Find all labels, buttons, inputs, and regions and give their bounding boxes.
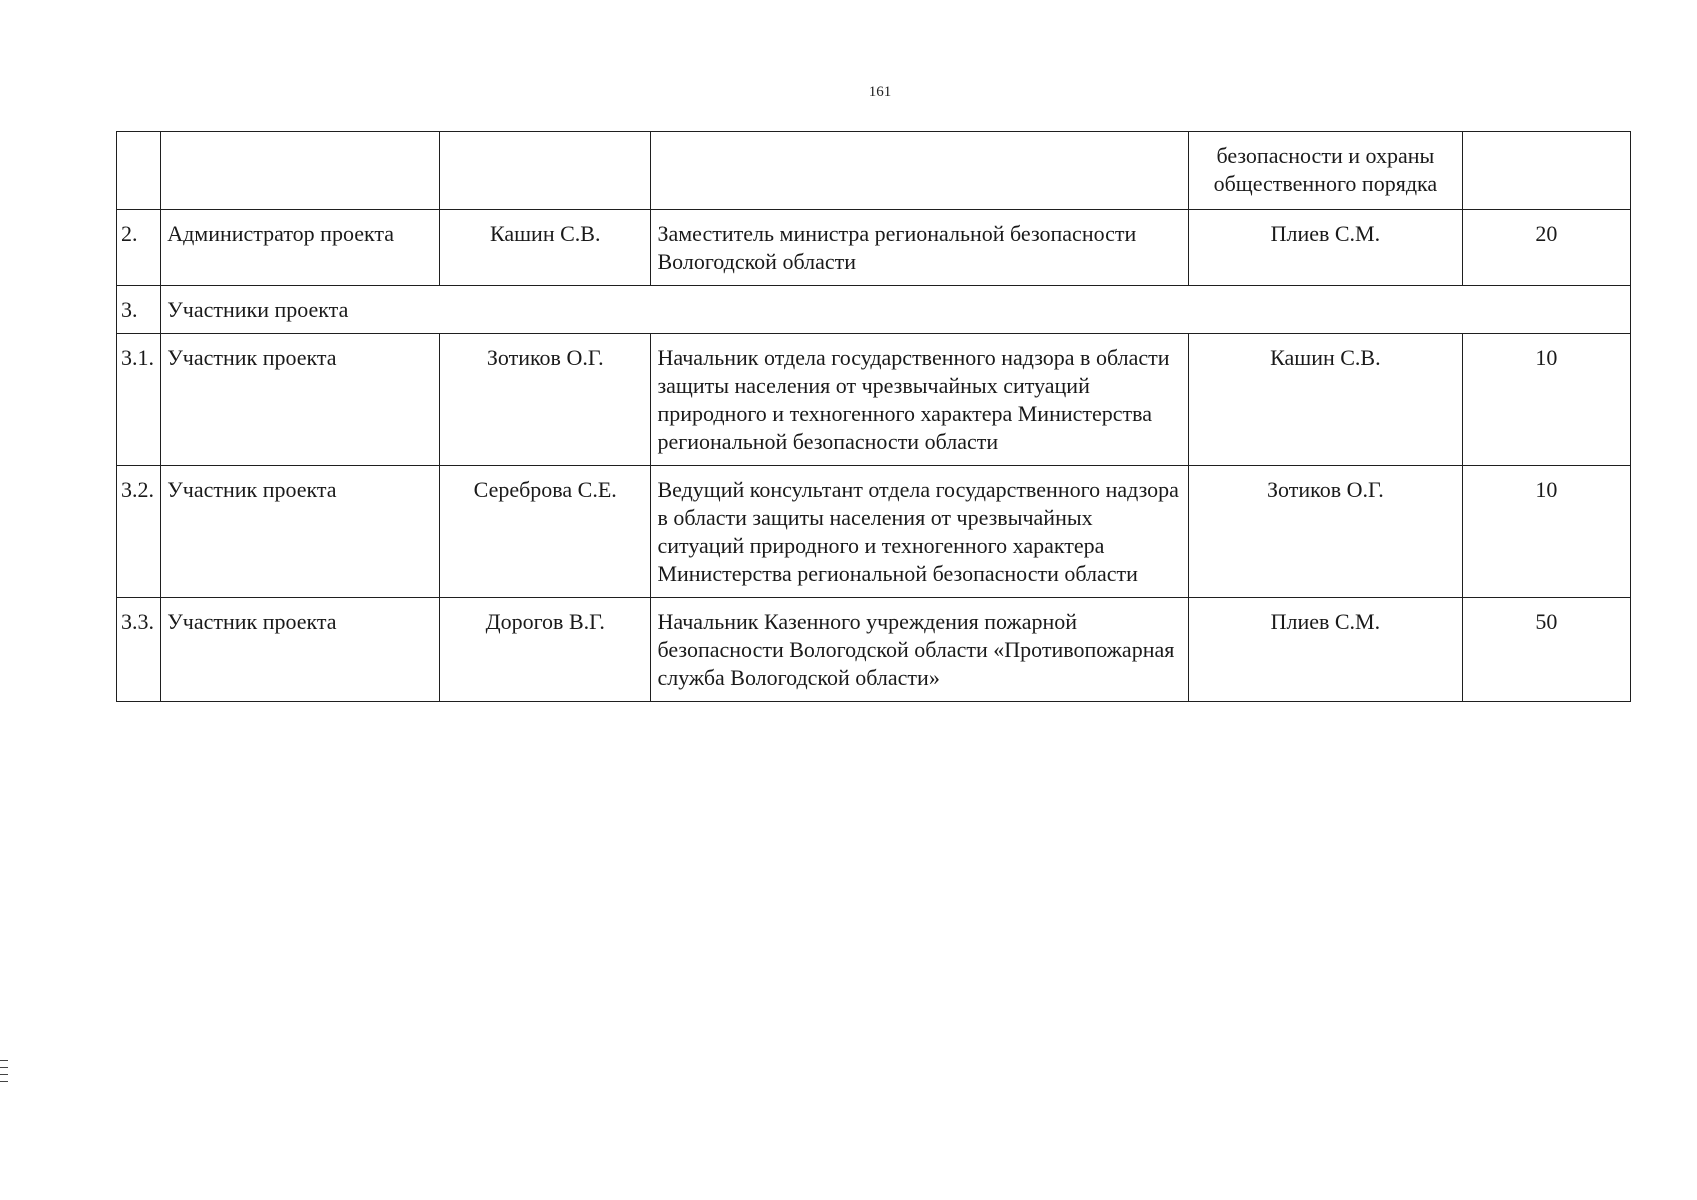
cell-supervisor: Кашин С.В.: [1189, 334, 1463, 466]
cell-supervisor: Плиев С.М.: [1189, 598, 1463, 702]
cell-role: Администратор проекта: [161, 210, 440, 286]
cell-percent: 10: [1462, 334, 1630, 466]
cell-number: 2.: [117, 210, 161, 286]
cell-position: Ведущий консультант отдела государственного надзора в области защиты населения от чрезвычайных ситуаций природного и техногенного характера Министерства региональной безопасности области: [651, 466, 1189, 598]
project-team-table: [116, 131, 1631, 702]
cell-role: Участник проекта: [161, 598, 440, 702]
cell-name: [439, 132, 650, 210]
cell-name: Дорогов В.Г.: [439, 598, 650, 702]
table-row-continuation: [117, 132, 1631, 210]
cell-supervisor: Плиев С.М.: [1189, 210, 1463, 286]
cell-name: Сереброва С.Е.: [439, 466, 650, 598]
cell-percent: 20: [1462, 210, 1630, 286]
cell-position: [651, 132, 1189, 210]
cell-position: Начальник Казенного учреждения пожарной безопасности Вологодской области «Противопожарная служба Вологодской области»: [651, 598, 1189, 702]
cell-position: Начальник отдела государственного надзора в области защиты населения от чрезвычайных ситуаций природного и техногенного характера Министерства региональной безопасности области: [651, 334, 1189, 466]
cell-percent: [1462, 132, 1630, 210]
page-number: 161: [868, 84, 892, 100]
cell-role: Участник проекта: [161, 466, 440, 598]
table-row: [117, 334, 1631, 466]
cell-position: Заместитель министра региональной безопасности Вологодской области: [651, 210, 1189, 286]
table-row: [117, 598, 1631, 702]
table-row: [117, 466, 1631, 598]
scan-margin-marks: [0, 1060, 10, 1088]
cell-role: Участник проекта: [161, 334, 440, 466]
table-section-row: [117, 286, 1631, 334]
cell-number: [117, 132, 161, 210]
cell-number: 3.3.: [117, 598, 161, 702]
cell-percent: 10: [1462, 466, 1630, 598]
cell-supervisor: безопасности и охраны общественного порядка: [1189, 132, 1463, 210]
cell-number: 3.2.: [117, 466, 161, 598]
cell-name: Кашин С.В.: [439, 210, 650, 286]
section-title: Участники проекта: [161, 286, 1631, 334]
cell-percent: 50: [1462, 598, 1630, 702]
cell-supervisor: Зотиков О.Г.: [1189, 466, 1463, 598]
cell-name: Зотиков О.Г.: [439, 334, 650, 466]
cell-number: 3.1.: [117, 334, 161, 466]
cell-number: 3.: [117, 286, 161, 334]
cell-role: [161, 132, 440, 210]
table-row: [117, 210, 1631, 286]
